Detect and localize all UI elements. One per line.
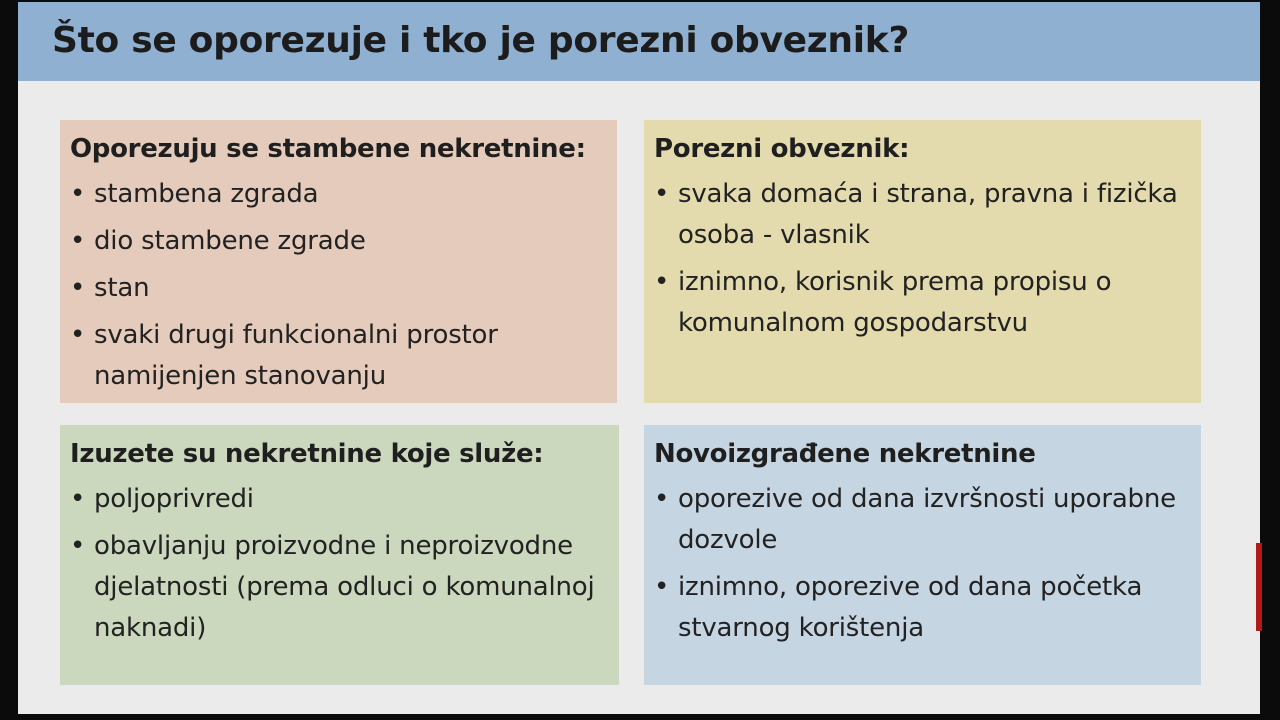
taxed-properties-box (60, 120, 617, 403)
box-heading: Novoizgrađene nekretnine (654, 439, 1036, 469)
list-item: • stambena zgrada (70, 174, 605, 215)
box-heading: Izuzete su nekretnine koje služe: (70, 439, 544, 469)
list-item: • svaka domaća i strana, pravna i fizička osoba - vlasnik (654, 174, 1189, 256)
taxpayer-box (644, 120, 1201, 403)
new-properties-box (644, 425, 1201, 685)
box-heading: Porezni obveznik: (654, 134, 910, 164)
list-item: • svaki drugi funkcionalni prostor namijenjen stanovanju (70, 315, 605, 397)
presentation-slide (18, 2, 1260, 714)
title-bar (18, 2, 1260, 81)
exempt-properties-box (60, 425, 619, 685)
slide-title: Što se oporezuje i tko je porezni obveznik? (52, 20, 910, 61)
list-item: • iznimno, oporezive od dana početka stvarnog korištenja (654, 567, 1189, 649)
list-item: • poljoprivredi (70, 479, 607, 520)
list-item: • oporezive od dana izvršnosti uporabne dozvole (654, 479, 1189, 561)
list-item: • iznimno, korisnik prema propisu o komunalnom gospodarstvu (654, 262, 1189, 344)
list-item: • obavljanju proizvodne i neproizvodne djelatnosti (prema odluci o komunalnoj naknadi) (70, 526, 607, 649)
bullet-list (70, 174, 605, 397)
bullet-list (654, 479, 1189, 649)
bullet-list (70, 479, 607, 649)
list-item: • stan (70, 268, 605, 309)
box-heading: Oporezuju se stambene nekretnine: (70, 134, 586, 164)
red-edge-marker (1256, 543, 1262, 631)
list-item: • dio stambene zgrade (70, 221, 605, 262)
bullet-list (654, 174, 1189, 344)
